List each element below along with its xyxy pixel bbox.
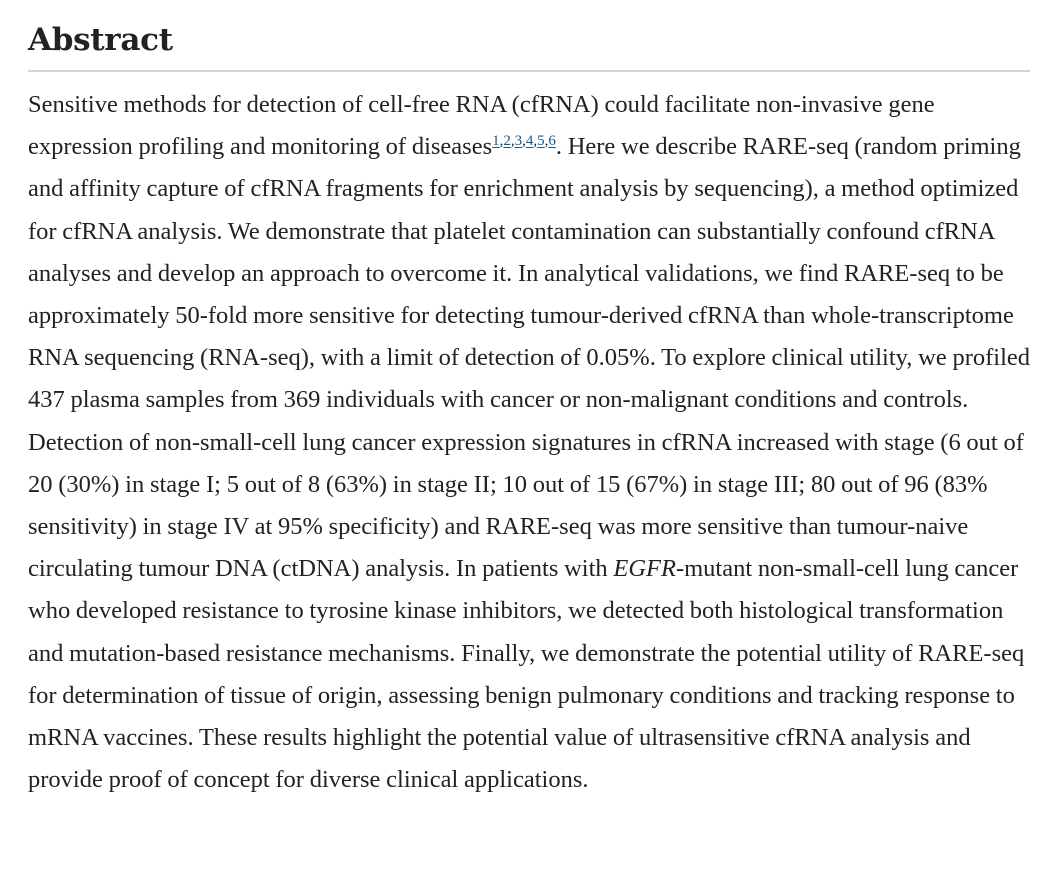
reference-link-4[interactable]: 4 [525,133,534,150]
reference-link-6[interactable]: 6 [548,133,556,150]
reference-link-1[interactable]: 1 [492,133,500,150]
gene-name-egfr: EGFR [613,555,676,583]
reference-citations: 1,2,3,4,5,6 [492,133,556,150]
abstract-text-part-3: -mutant non-small-cell lung cancer who developed resistance to tyrosine kinase inhibitors, we detected both histological transformation and mutation-based resistance mechanisms. Finally, we demonstrate the potential utility of RARE-seq for determination of tissue of origin, assessing benign pulmonary conditions and tracking response to mRNA vaccines. These results highlight the potential value of ultrasensitive cfRNA analysis and provide proof of concept for diverse clinical applications. [28,555,1025,794]
reference-link-3[interactable]: 3 [514,133,523,150]
abstract-heading: Abstract [28,18,1030,72]
reference-link-5[interactable]: 5 [537,133,545,150]
abstract-text-part-1: Sensitive methods for detection of cell-free RNA (cfRNA) could facilitate non-invasive gene expression profiling and monitoring of diseases [28,91,935,161]
abstract-body [28,84,1030,801]
abstract-text-part-2: . Here we describe RARE-seq (random priming and affinity capture of cfRNA fragments for enrichment analysis by sequencing), a method optimized for cfRNA analysis. We demonstrate that platelet contamination can substantially confound cfRNA analyses and develop an approach to overcome it. In analytical validations, we find RARE-seq to be approximately 50-fold more sensitive for detecting tumour-derived cfRNA than whole-transcriptome RNA sequencing (RNA-seq), with a limit of detection of 0.05%. To explore clinical utility, we profiled 437 plasma samples from 369 individuals with cancer or non-malignant conditions and controls. Detection of non-small-cell lung cancer expression signatures in cfRNA increased with stage (6 out of 20 (30%) in stage I; 5 out of 8 (63%) in stage II; 10 out of 15 (67%) in stage III; 80 out of 96 (83% sensitivity) in stage IV at 95% specificity) and RARE-seq was more sensitive than tumour-naive circulating tumour DNA (ctDNA) analysis. In patients with [28,133,1031,583]
reference-link-2[interactable]: 2 [503,133,511,150]
abstract-section [28,18,1030,801]
